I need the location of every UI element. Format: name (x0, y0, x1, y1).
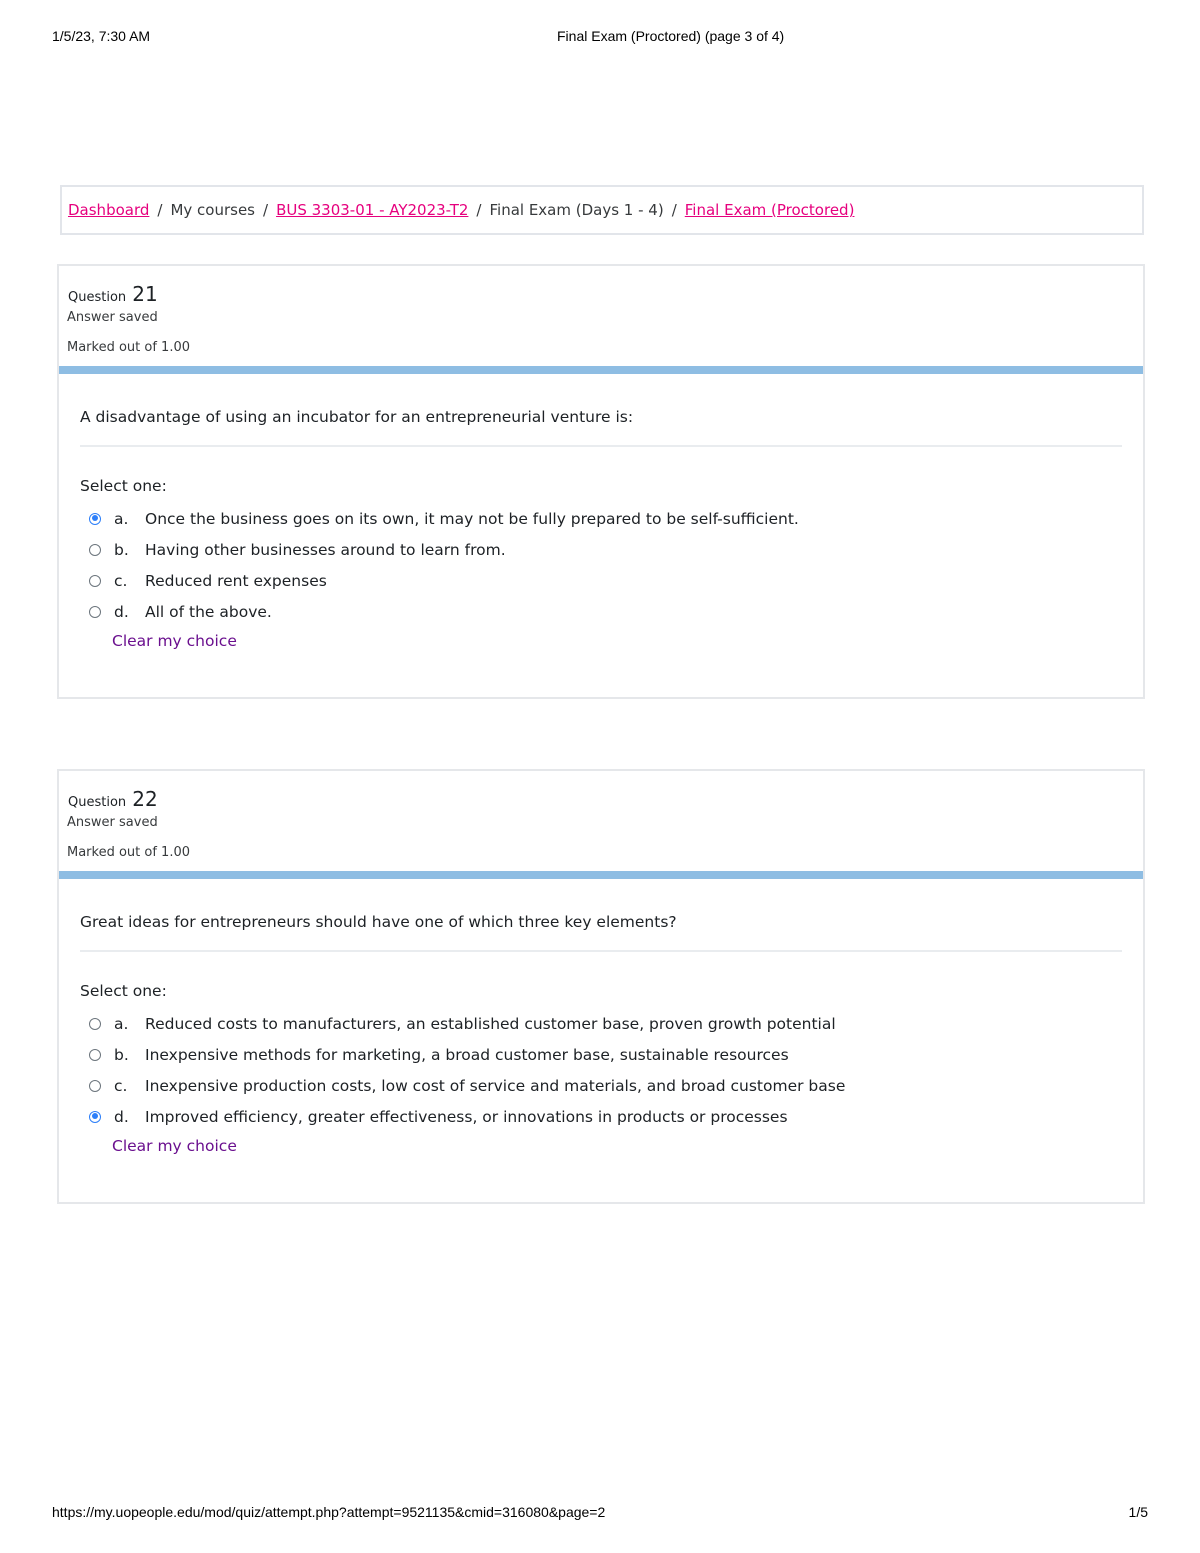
question-number-value: 21 (132, 282, 158, 306)
breadcrumb-quiz-link[interactable]: Final Exam (Proctored) (684, 201, 855, 219)
question-state: Answer saved (67, 310, 158, 325)
radio-unselected-icon[interactable] (89, 575, 101, 587)
radio-unselected-icon[interactable] (89, 1018, 101, 1030)
answer-letter: b. (114, 540, 129, 559)
question-divider-bar (59, 871, 1143, 879)
answer-option-b[interactable] (80, 1039, 1122, 1070)
answer-letter: a. (114, 509, 129, 528)
question-grade: Marked out of 1.00 (67, 340, 191, 355)
question-label: Question (68, 290, 127, 305)
answer-option-d[interactable] (80, 1101, 1122, 1132)
question-22 (57, 769, 1145, 1204)
print-page-number: 1/5 (1128, 1504, 1148, 1520)
question-content (59, 374, 1143, 650)
radio-unselected-icon[interactable] (89, 544, 101, 556)
question-divider (80, 445, 1122, 447)
answer-letter: c. (114, 1076, 128, 1095)
question-21 (57, 264, 1145, 699)
question-number (68, 282, 158, 306)
print-url: https://my.uopeople.edu/mod/quiz/attempt.php?attempt=9521135&cmid=316080&page=2 (52, 1504, 606, 1520)
answer-list (80, 1008, 1122, 1132)
answer-text: Inexpensive methods for marketing, a broad customer base, sustainable resources (145, 1045, 789, 1064)
question-state: Answer saved (67, 815, 158, 830)
answer-option-a[interactable] (80, 503, 1122, 534)
answer-letter: d. (114, 602, 129, 621)
answer-list (80, 503, 1122, 627)
answer-option-d[interactable] (80, 596, 1122, 627)
question-number (68, 787, 158, 811)
question-number-value: 22 (132, 787, 158, 811)
answer-letter: b. (114, 1045, 129, 1064)
question-divider-bar (59, 366, 1143, 374)
answer-text: Reduced costs to manufacturers, an established customer base, proven growth potential (145, 1014, 836, 1033)
answer-option-a[interactable] (80, 1008, 1122, 1039)
print-header (0, 28, 1200, 58)
answer-letter: a. (114, 1014, 129, 1033)
radio-unselected-icon[interactable] (89, 1049, 101, 1061)
breadcrumb-dashboard-link[interactable]: Dashboard (68, 201, 150, 219)
question-info (59, 266, 1143, 366)
answer-option-c[interactable] (80, 565, 1122, 596)
radio-unselected-icon[interactable] (89, 606, 101, 618)
question-text: A disadvantage of using an incubator for an entrepreneurial venture is: (80, 408, 634, 426)
answer-text: Reduced rent expenses (145, 571, 327, 590)
select-one-prompt: Select one: (80, 477, 167, 495)
answer-option-c[interactable] (80, 1070, 1122, 1101)
select-one-prompt: Select one: (80, 982, 167, 1000)
print-footer (0, 1504, 1200, 1534)
breadcrumb-separator: / (263, 201, 269, 219)
answer-text: Having other businesses around to learn from. (145, 540, 506, 559)
question-grade: Marked out of 1.00 (67, 845, 191, 860)
answer-text: All of the above. (145, 602, 272, 621)
question-divider (80, 950, 1122, 952)
radio-selected-icon[interactable] (89, 1111, 101, 1123)
breadcrumb-separator: / (671, 201, 677, 219)
question-content (59, 879, 1143, 1155)
breadcrumb (60, 185, 1144, 235)
breadcrumb-final-exam-section: Final Exam (Days 1 - 4) (489, 201, 664, 219)
breadcrumb-my-courses: My courses (170, 201, 255, 219)
radio-selected-icon[interactable] (89, 513, 101, 525)
question-label: Question (68, 795, 127, 810)
answer-text: Inexpensive production costs, low cost of service and materials, and broad customer base (145, 1076, 846, 1095)
breadcrumb-separator: / (157, 201, 163, 219)
breadcrumb-separator: / (476, 201, 482, 219)
print-datetime: 1/5/23, 7:30 AM (52, 28, 151, 44)
answer-letter: c. (114, 571, 128, 590)
answer-text: Improved efficiency, greater effectiveness, or innovations in products or processes (145, 1107, 788, 1126)
breadcrumb-course-link[interactable]: BUS 3303-01 - AY2023-T2 (276, 201, 469, 219)
radio-unselected-icon[interactable] (89, 1080, 101, 1092)
answer-letter: d. (114, 1107, 129, 1126)
question-text: Great ideas for entrepreneurs should have one of which three key elements? (80, 913, 677, 931)
clear-my-choice-link[interactable]: Clear my choice (112, 632, 237, 650)
answer-option-b[interactable] (80, 534, 1122, 565)
answer-text: Once the business goes on its own, it may not be fully prepared to be self-sufficient. (145, 509, 799, 528)
print-page-title: Final Exam (Proctored) (page 3 of 4) (557, 28, 785, 44)
clear-my-choice-link[interactable]: Clear my choice (112, 1137, 237, 1155)
question-info (59, 771, 1143, 871)
